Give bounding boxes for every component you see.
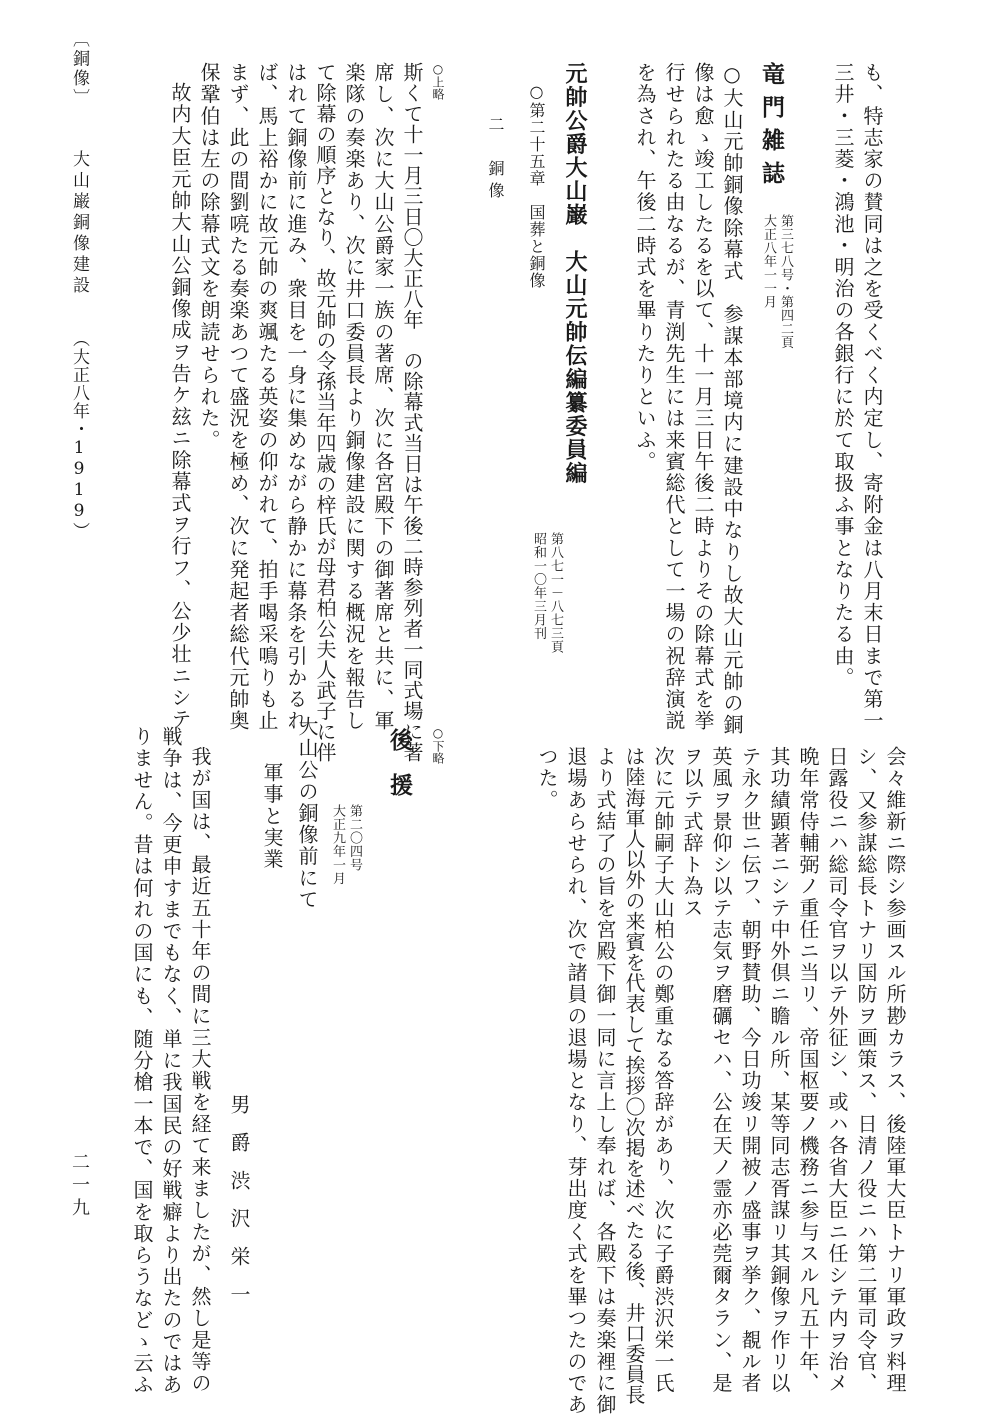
text-column: 故内大臣元帥大山公銅像成ヲ告ケ玆ニ除幕式ヲ行フ、公少壮ニシテ [168, 82, 192, 730]
text-column: 行せられたる由なるが、青渕先生には来賓総代として一場の祝辞演説 [662, 62, 686, 732]
text-column: ○大山元帥銅像除幕式 参謀本部境内に建設中なりし故大山元帥の銅 [720, 62, 744, 736]
text-column: はれて銅像前に進み、衆目を一身に集めながら静かに幕条を引かるれ [284, 62, 308, 732]
text-column: も、特志家の賛同は之を受くべく内定し、寄附金は八月末日まで第一 [860, 62, 884, 732]
text-column: は陸海軍人以外の来賓を代表して挨拶〇次掲を述べたる後、井口委員長 [622, 746, 646, 1406]
text-column: 退場あらせられ、次で諸員の退場となり、芽出度く式を畢つたのであ [564, 746, 588, 1416]
source-heading: 元帥公爵大山巌 大山元帥伝編纂委員編 [562, 62, 588, 485]
text-column: 三井・三菱・鴻池・明治の各銀行に於て取扱ふ事となりたる由。 [831, 62, 855, 689]
page-number: 二一九 [69, 1152, 90, 1221]
text-column: 我が国は、最近五十年の間に三大戦を経て来ましたが、然し是等の [188, 746, 212, 1394]
text-column: 戦争は、今更申すまでもなく、単に我国民の好戦癖より出たのではあ [159, 726, 183, 1396]
source-issue: 第三七八号・第四二頁 [778, 214, 793, 349]
text-column: 斯くて十一月三日〇大正八年 の除幕式当日は午後二時参列者一同式場に著 [400, 62, 424, 763]
text-column: 会々維新ニ際シ参画スル所尠カラス、後陸軍大臣トナリ軍政ヲ料理 [883, 746, 907, 1394]
source-heading: 後援 [386, 728, 413, 818]
text-column: 日露役ニハ総司令官ヲ以テ外征シ、或ハ各省大臣ニ任シテ内ヲ治メ [825, 746, 849, 1394]
text-column: つた。 [535, 746, 559, 811]
text-column: 晩年常侍輔弼ノ重任ニ当リ、帝国枢要ノ機務ニ参与スル凡五十年、 [796, 746, 820, 1394]
text-column: シ、又参謀総長トナリ国防ヲ画策ス、日清ノ役ニハ第二軍司令官、 [854, 746, 878, 1394]
lower-half [0, 706, 1003, 1416]
text-column: 次に元帥嗣子大山柏公の鄭重なる答辞があり、次に子爵渋沢栄一氏 [651, 746, 675, 1394]
text-column: 英風ヲ景仰シ以テ志気ヲ磨礪セハ、公在天ノ霊亦必莞爾タラン、是 [709, 746, 733, 1394]
source-heading: 竜門雑誌 [758, 62, 785, 194]
text-column: 其功績顕著ニシテ中外倶ニ瞻ル所、某等同志胥謀リ其銅像ヲ作リ以 [767, 746, 791, 1394]
text-column: テ永ク世ニ伝フ、朝野賛助、今日功竣リ開被ノ盛事ヲ挙ク、覩ル者 [738, 746, 762, 1394]
article-author: 男爵渋沢栄一 [227, 1094, 251, 1322]
source-date: 大正八年一一月 [761, 214, 776, 309]
text-column: て除幕の順序となり、故元帥の令孫当年四歳の梓氏が母君柏公夫人武子に伴 [313, 62, 337, 763]
text-column: 席し、次に大山公爵家一族の著席、次に各宮殿下の御著席と共に、軍 [371, 62, 395, 732]
footer-era: （大正八年・1919） [69, 330, 89, 540]
text-column: を為され、午後二時式を畢りたりといふ。 [633, 62, 657, 473]
text-column: まず、此の間劉喨たる奏楽あつて盛況を極め、次に発起者総代元帥奥 [226, 62, 250, 732]
text-column: 像は愈ゝ竣工したるを以て、十一月三日午後二時よりその除幕式を挙 [691, 62, 715, 732]
article-subtitle: 大山公の銅像前にて [295, 716, 319, 911]
text-column: ヲ以テ式辞ト為ス [680, 746, 704, 919]
text-column: より式結了の旨を宮殿下御一同に言上し奉れば、各殿下は奏楽裡に御 [593, 746, 617, 1416]
article-title: 軍事と実業 [260, 762, 284, 870]
text-column: ば、馬上裕かに故元帥の爽颯たる英姿の仰がれて、拍手喝采鳴りも止 [255, 62, 279, 732]
text-column: りません。昔は何れの国にも、随分槍一本で、国を取らうなどゝ云ふ [130, 726, 154, 1396]
footer-title: 大山巌銅像建設 [69, 150, 89, 297]
omission-note: ○下略 [431, 726, 445, 764]
source-date: 大正九年一月 [330, 804, 345, 885]
text-column: 保鞏伯は左の除幕式文を朗読せられた。 [197, 62, 221, 451]
text-column: 楽隊の奏楽あり、次に井口委員長より銅像建設に関する概況を報告し [342, 62, 366, 732]
source-pages: 第八七一－八七三頁 [548, 532, 563, 654]
footer-label: 〔銅像〕 [69, 30, 89, 108]
omission-note: ○上略 [431, 62, 445, 100]
chapter-title: ○第二十五章 国葬と銅像 [527, 82, 546, 289]
section-title: 二 銅像 [486, 116, 505, 204]
source-date: 昭和一〇年三月刊 [531, 532, 546, 640]
source-issue: 第二〇四号 [347, 804, 362, 872]
